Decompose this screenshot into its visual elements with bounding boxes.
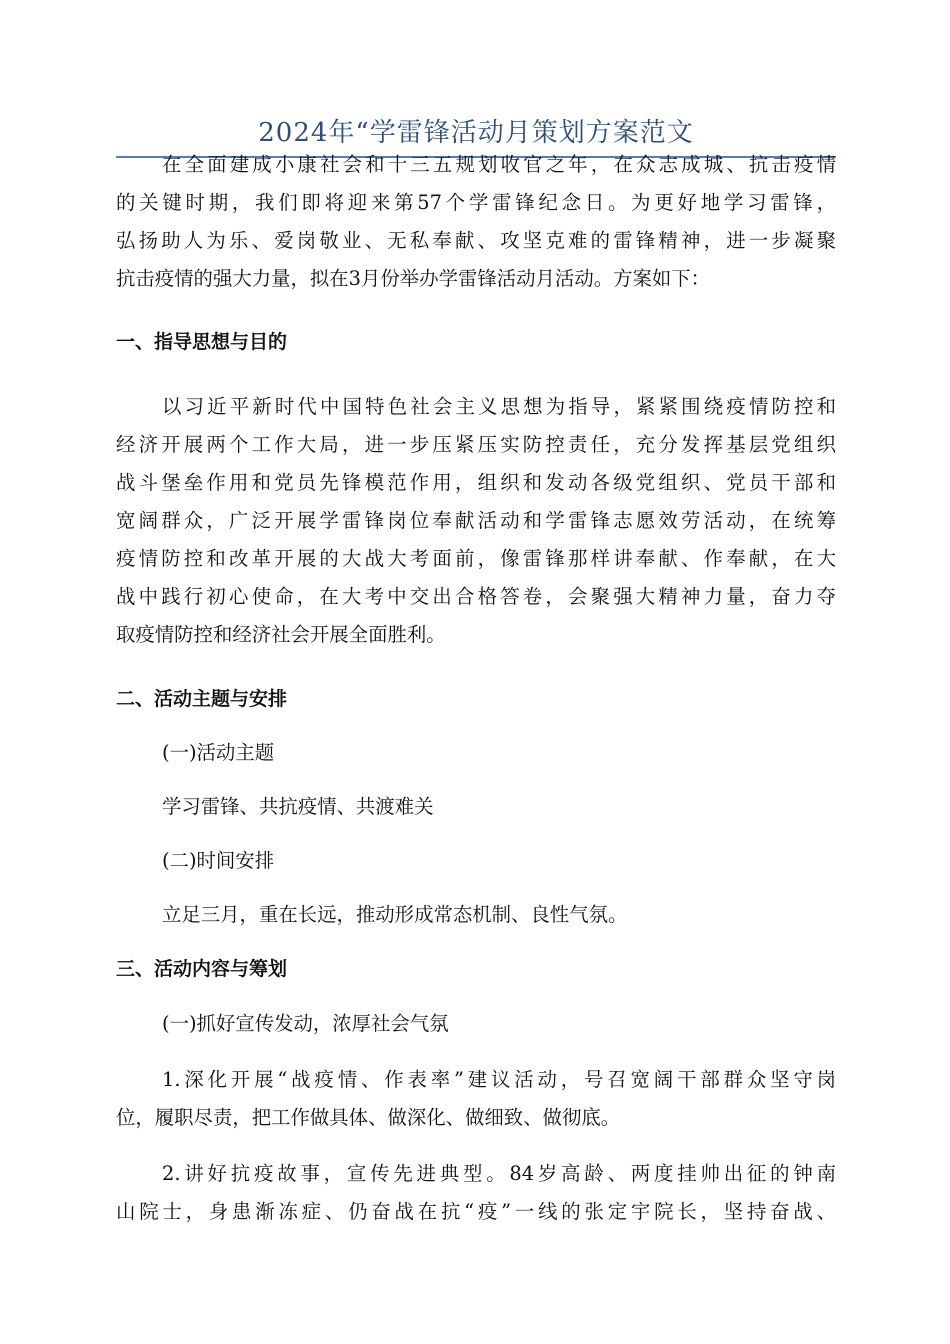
section-1-line-5: 疫情防控和改革开展的大战大考面前，像雷锋那样讲奉献、作奉献，在大 <box>116 547 836 570</box>
section-2-theme: 学习雷锋、共抗疫情、共渡难关 <box>162 795 434 818</box>
section-3-item-2-line-2: 山院士，身患渐冻症、仍奋战在抗“疫”一线的张定宇院长，坚持奋战、 <box>116 1200 836 1223</box>
section-2-sub-2: (二)时间安排 <box>162 849 275 872</box>
section-3-sub-1: (一)抓好宣传发动，浓厚社会气氛 <box>162 1012 449 1035</box>
section-1-line-7: 取疫情防控和经济社会开展全面胜利。 <box>116 623 446 646</box>
section-2-schedule: 立足三月，重在长远，推动形成常态机制、良性气氛。 <box>162 903 628 926</box>
intro-line-2: 的关键时期，我们即将迎来第57个学雷锋纪念日。为更好地学习雷锋， <box>116 191 836 214</box>
section-2-sub-1: (一)活动主题 <box>162 741 275 764</box>
section-1-heading: 一、指导思想与目的 <box>116 331 288 353</box>
section-2-heading: 二、活动主题与安排 <box>116 688 288 710</box>
intro-line-4: 抗击疫情的强大力量，拟在3月份举办学雷锋活动月活动。方案如下： <box>116 267 711 290</box>
section-3-item-1-line-2: 位，履职尽责，把工作做具体、做深化、做细致、做彻底。 <box>116 1106 621 1129</box>
section-1-line-6: 战中践行初心使命，在大考中交出合格答卷，会聚强大精神力量，奋力夺 <box>116 585 836 608</box>
intro-line-3: 弘扬助人为乐、爱岗敬业、无私奉献、攻坚克难的雷锋精神，进一步凝聚 <box>116 229 836 252</box>
section-1-line-1: 以习近平新时代中国特色社会主义思想为指导，紧紧围绕疫情防控和 <box>162 395 836 418</box>
title-block <box>116 104 836 158</box>
section-3-item-1-line-1: 1.深化开展“战疫情、作表率”建议活动，号召宽阔干部群众坚守岗 <box>162 1068 836 1091</box>
section-3-heading: 三、活动内容与筹划 <box>116 958 288 980</box>
page-title: 2024年“学雷锋活动月策划方案范文 <box>258 118 694 148</box>
section-3-item-2-line-1: 2.讲好抗疫故事，宣传先进典型。84岁高龄、两度挂帅出征的钟南 <box>162 1162 836 1185</box>
section-1-line-2: 经济开展两个工作大局，进一步压紧压实防控责任，充分发挥基层党组织 <box>116 433 836 456</box>
intro-line-1: 在全面建成小康社会和十三五规划收官之年，在众志成城、抗击疫情 <box>162 153 836 176</box>
section-1-line-4: 宽阔群众，广泛开展学雷锋岗位奉献活动和学雷锋志愿效劳活动，在统筹 <box>116 509 836 532</box>
section-1-line-3: 战斗堡垒作用和党员先锋模范作用，组织和发动各级党组织、党员干部和 <box>116 471 836 494</box>
